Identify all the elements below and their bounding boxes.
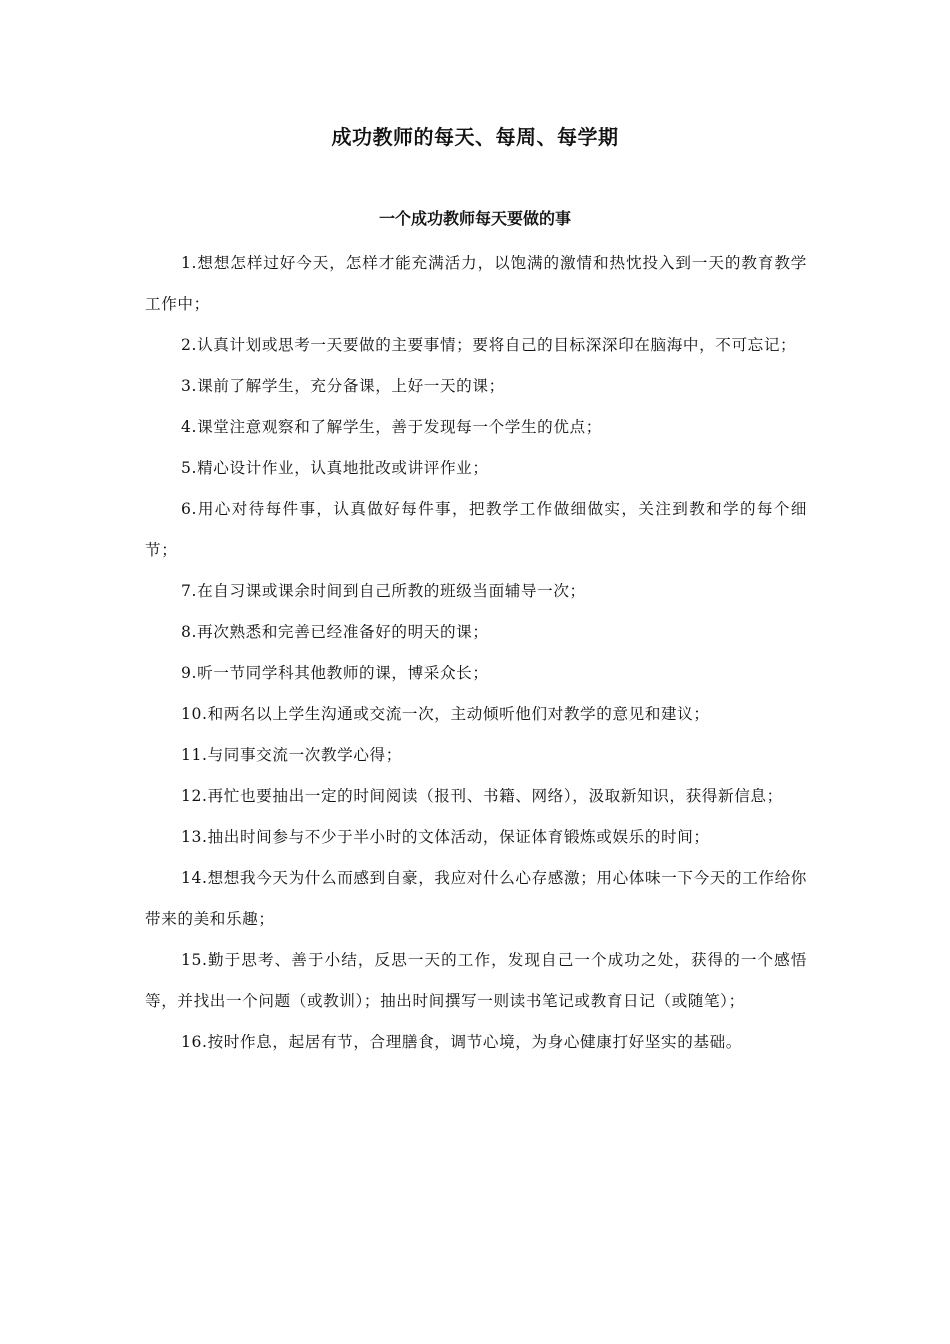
daily-task-list bbox=[145, 243, 807, 1063]
list-item: 15.勤于思考、善于小结，反思一天的工作，发现自己一个成功之处，获得的一个感悟等，并找出一个问题（或教训）；抽出时间撰写一则读书笔记或教育日记（或随笔）； bbox=[145, 951, 807, 1010]
list-item: 5.精心设计作业，认真地批改或讲评作业； bbox=[181, 459, 489, 477]
list-item: 1.想想怎样过好今天，怎样才能充满活力，以饱满的激情和热忱投入到一天的教育教学工作中； bbox=[145, 254, 807, 313]
list-item: 8.再次熟悉和完善已经准备好的明天的课； bbox=[181, 623, 489, 641]
section-title: 一个成功教师每天要做的事 bbox=[378, 209, 571, 228]
list-item: 7.在自习课或课余时间到自己所教的班级当面辅导一次； bbox=[181, 582, 586, 600]
list-item: 12.再忙也要抽出一定的时间阅读（报刊、书籍、网络），汲取新知识，获得新信息； bbox=[181, 787, 783, 805]
list-item: 16.按时作息，起居有节，合理膳食，调节心境，为身心健康打好坚实的基础。 bbox=[181, 1033, 742, 1051]
document-title: 成功教师的每天、每周、每学期 bbox=[331, 125, 619, 149]
list-item: 6.用心对待每件事，认真做好每件事，把教学工作做细做实，关注到教和学的每个细节； bbox=[145, 500, 807, 559]
list-item: 4.课堂注意观察和了解学生，善于发现每一个学生的优点； bbox=[181, 418, 602, 436]
list-item: 9.听一节同学科其他教师的课，博采众长； bbox=[181, 664, 489, 682]
list-item: 2.认真计划或思考一天要做的主要事情；要将自己的目标深深印在脑海中，不可忘记； bbox=[181, 336, 797, 354]
list-item: 11.与同事交流一次教学心得； bbox=[181, 746, 402, 764]
list-item: 3.课前了解学生，充分备课，上好一天的课； bbox=[181, 377, 505, 395]
list-item: 14.想想我今天为什么而感到自豪，我应对什么心存感激；用心体味一下今天的工作给你带来的美和乐趣； bbox=[145, 869, 807, 928]
list-item: 13.抽出时间参与不少于半小时的文体活动，保证体育锻炼或娱乐的时间； bbox=[181, 828, 710, 846]
list-item: 10.和两名以上学生沟通或交流一次，主动倾听他们对教学的意见和建议； bbox=[181, 705, 710, 723]
